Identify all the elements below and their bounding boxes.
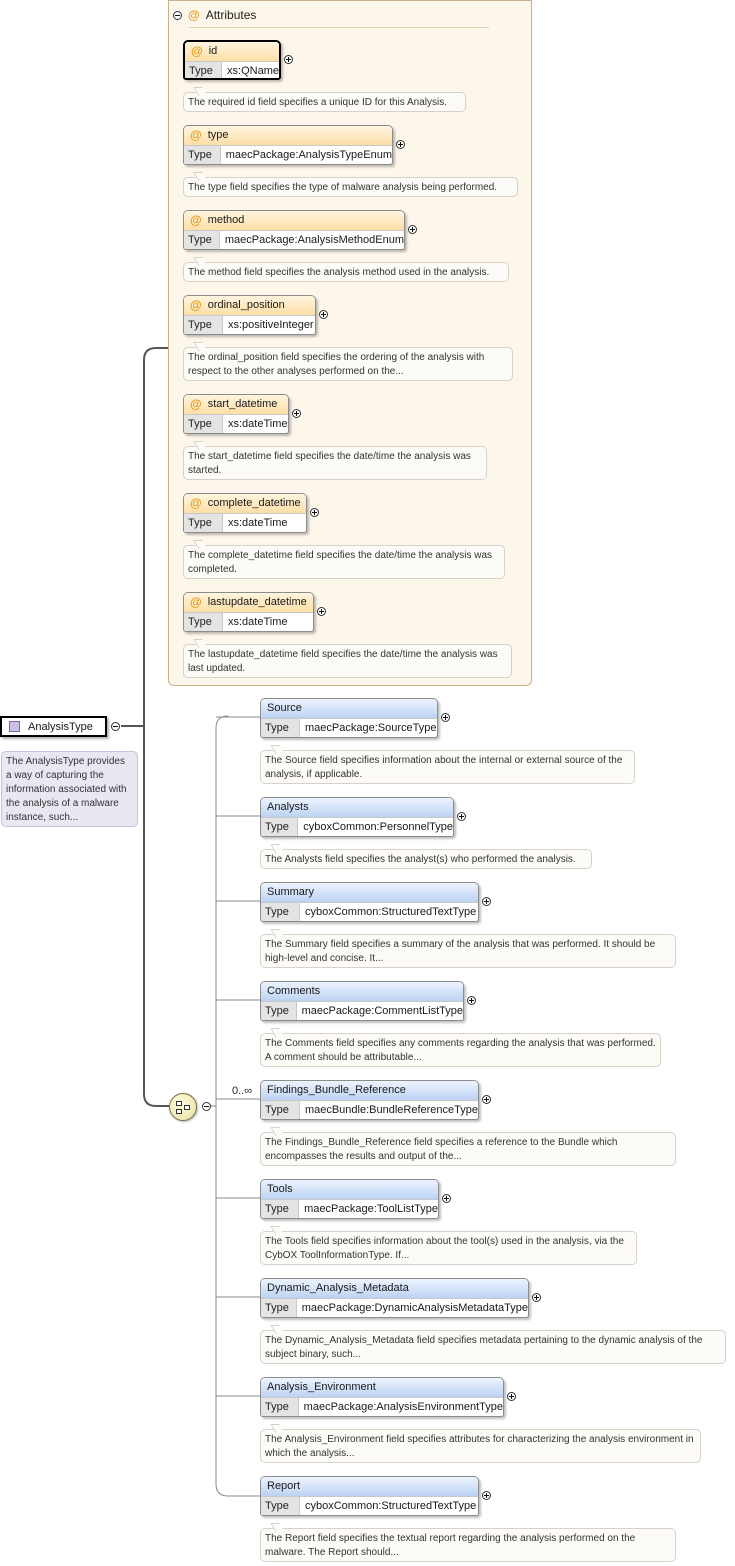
type-row [261,1496,478,1516]
element-summary[interactable] [260,882,479,922]
collapse-sequence-icon[interactable] [202,1102,211,1111]
attribute-at-icon: @ [188,8,200,22]
node-description: The Dynamic_Analysis_Metadata field specifies metadata pertaining to the dynamic analysis of the subject binary, such... [260,1330,726,1364]
node-header [185,42,279,61]
type-label: Type [261,1299,297,1318]
expand-icon[interactable] [457,812,466,821]
type-value: cyboxCommon:StructuredTextType [305,1500,477,1512]
type-value: cyboxCommon:PersonnelType [303,821,453,833]
type-value: xs:dateTime [228,517,288,529]
expand-icon[interactable] [482,897,491,906]
node-header [261,1477,478,1496]
type-label: Type [184,316,223,335]
type-value: maecPackage:SourceType [305,722,437,734]
type-value: maecPackage:DynamicAnalysisMetadataType [301,1302,528,1314]
type-value: xs:dateTime [228,616,288,628]
node-header [184,211,404,230]
type-label: Type [185,62,222,80]
expand-icon[interactable] [467,996,476,1005]
node-header [261,982,463,1001]
node-name: Source [267,702,302,714]
complex-type-icon [9,721,20,732]
node-description: The Report field specifies the textual report regarding the analysis performed on the malware. The Report should... [260,1528,676,1562]
attribute-at-icon: @ [190,595,202,609]
root-name: AnalysisType [28,720,93,733]
type-row [185,61,279,80]
type-row [261,718,437,738]
node-name: start_datetime [207,398,278,410]
element-analysis-environment[interactable] [260,1377,504,1417]
type-value: maecPackage:AnalysisEnvironmentType [303,1401,503,1413]
node-name: Analysts [267,801,309,813]
node-name: type [207,129,229,141]
type-row [261,1298,528,1318]
attributes-header [173,7,256,23]
root-complex-type[interactable] [0,716,107,737]
node-name: Findings_Bundle_Reference [267,1084,406,1096]
type-label: Type [261,1101,300,1120]
node-name: Dynamic_Analysis_Metadata [267,1282,409,1294]
attribute-at-icon: @ [190,213,202,227]
node-header [184,296,315,315]
sequence-cardinality: 0..∞ [232,1085,253,1097]
attribute-start-datetime[interactable] [183,394,289,434]
type-label: Type [261,903,300,922]
node-description: The Summary field specifies a summary of the analysis that was performed. It should be high-level and concise. It... [260,934,676,968]
type-row [184,230,404,250]
expand-icon[interactable] [396,140,405,149]
type-label: Type [184,146,221,165]
attribute-id[interactable] [183,40,281,80]
node-name: ordinal_position [207,299,285,311]
type-row [184,414,288,434]
attribute-at-icon: @ [190,496,202,510]
type-value: maecPackage:CommentListType [301,1005,463,1017]
type-row [261,902,478,922]
type-label: Type [184,415,223,434]
expand-icon[interactable] [292,409,301,418]
attribute-method[interactable] [183,210,405,250]
node-description: The Source field specifies information about the internal or external source of the analysis, if applicable. [260,750,635,784]
node-description: The ordinal_position field specifies the ordering of the analysis with respect to the other analyses performed on the... [183,347,513,381]
node-name: Comments [267,985,321,997]
node-header [261,699,437,718]
expand-icon[interactable] [317,607,326,616]
expand-icon[interactable] [442,1194,451,1203]
element-report[interactable] [260,1476,479,1516]
element-tools[interactable] [260,1179,439,1219]
element-dynamic-analysis-metadata[interactable] [260,1278,529,1318]
type-row [184,513,306,533]
type-row [261,1001,463,1021]
type-value: xs:positiveInteger [228,319,314,331]
type-value: xs:QName [227,65,279,77]
element-comments[interactable] [260,981,464,1021]
attribute-at-icon: @ [191,44,203,58]
node-name: method [207,214,245,226]
node-name: Analysis_Environment [267,1381,376,1393]
node-description: The complete_datetime field specifies the date/time the analysis was completed. [183,545,505,579]
type-label: Type [261,1200,299,1219]
type-label: Type [261,719,300,738]
node-name: id [208,45,218,57]
type-label: Type [261,1497,300,1516]
expand-icon[interactable] [441,713,450,722]
attribute-at-icon: @ [190,128,202,142]
node-header [184,593,313,612]
node-description: The method field specifies the analysis method used in the analysis. [183,262,509,282]
node-description: The type field specifies the type of malware analysis being performed. [183,177,518,197]
expand-icon[interactable] [310,508,319,517]
collapse-attributes-icon[interactable] [173,11,182,20]
attribute-at-icon: @ [190,397,202,411]
node-name: Summary [267,886,315,898]
attributes-title: Attributes [205,8,257,22]
expand-icon[interactable] [532,1293,541,1302]
element-source[interactable] [260,698,438,738]
type-label: Type [261,818,298,837]
node-description: The Findings_Bundle_Reference field specifies a reference to the Bundle which encompasses the results and output of the... [260,1132,676,1166]
type-label: Type [261,1002,297,1021]
type-row [184,145,392,165]
expand-icon[interactable] [284,55,293,64]
node-header [261,798,453,817]
expand-icon[interactable] [507,1392,516,1401]
attribute-lastupdate-datetime[interactable] [183,592,314,632]
type-label: Type [184,231,220,250]
type-row [261,817,453,837]
type-row [261,1100,478,1120]
node-header [261,1180,438,1199]
node-name: lastupdate_datetime [207,596,307,608]
expand-icon[interactable] [319,310,328,319]
node-description: The Analysts field specifies the analyst(s) who performed the analysis. [260,849,592,869]
root-description: The AnalysisType provides a way of capturing the information associated with the analysis of a malware instance, such... [1,751,138,827]
type-label: Type [261,1398,299,1417]
attribute-type[interactable] [183,125,393,165]
sequence-bracket-line [216,716,260,1496]
expand-icon[interactable] [482,1491,491,1500]
expand-icon[interactable] [482,1095,491,1104]
root-to-attributes-line [121,348,168,726]
node-description: The lastupdate_datetime field specifies the date/time the analysis was last updated. [183,644,512,678]
type-row [184,612,313,632]
type-value: maecPackage:AnalysisMethodEnum [224,234,404,246]
attribute-at-icon: @ [190,298,202,312]
type-value: cyboxCommon:StructuredTextType [305,906,477,918]
node-header [261,1378,503,1397]
node-header [184,494,306,513]
type-value: maecPackage:AnalysisTypeEnum [225,149,392,161]
node-header [261,883,478,902]
node-name: Report [267,1480,301,1492]
element-analysts[interactable] [260,797,454,837]
node-description: The Analysis_Environment field specifies attributes for characterizing the analysis environment in which the analysis... [260,1429,701,1463]
type-value: maecBundle:BundleReferenceType [304,1104,478,1116]
node-header [261,1279,528,1298]
type-row [261,1397,503,1417]
node-name: Tools [267,1183,293,1195]
node-description: The start_datetime field specifies the date/time the analysis was started. [183,446,487,480]
type-label: Type [184,613,223,632]
node-name: complete_datetime [207,497,301,509]
type-value: xs:dateTime [228,418,288,430]
attribute-ordinal-position[interactable] [183,295,316,335]
node-description: The required id field specifies a unique ID for this Analysis. [183,92,466,112]
node-header [184,126,392,145]
expand-icon[interactable] [408,225,417,234]
node-description: The Comments field specifies any comments regarding the analysis that was performed. A comment should be attributable... [260,1033,661,1067]
node-description: The Tools field specifies information about the tool(s) used in the analysis, via the CybOX ToolInformationType. If... [260,1231,637,1265]
element-findings-bundle-reference[interactable] [260,1080,479,1120]
node-header [261,1081,478,1100]
sequence-compositor-icon[interactable] [169,1093,197,1121]
type-row [184,315,315,335]
attribute-complete-datetime[interactable] [183,493,307,533]
collapse-root-icon[interactable] [111,722,120,731]
attributes-divider [189,27,489,28]
type-value: maecPackage:ToolListType [304,1203,438,1215]
type-row [261,1199,438,1219]
type-label: Type [184,514,223,533]
node-header [184,395,288,414]
